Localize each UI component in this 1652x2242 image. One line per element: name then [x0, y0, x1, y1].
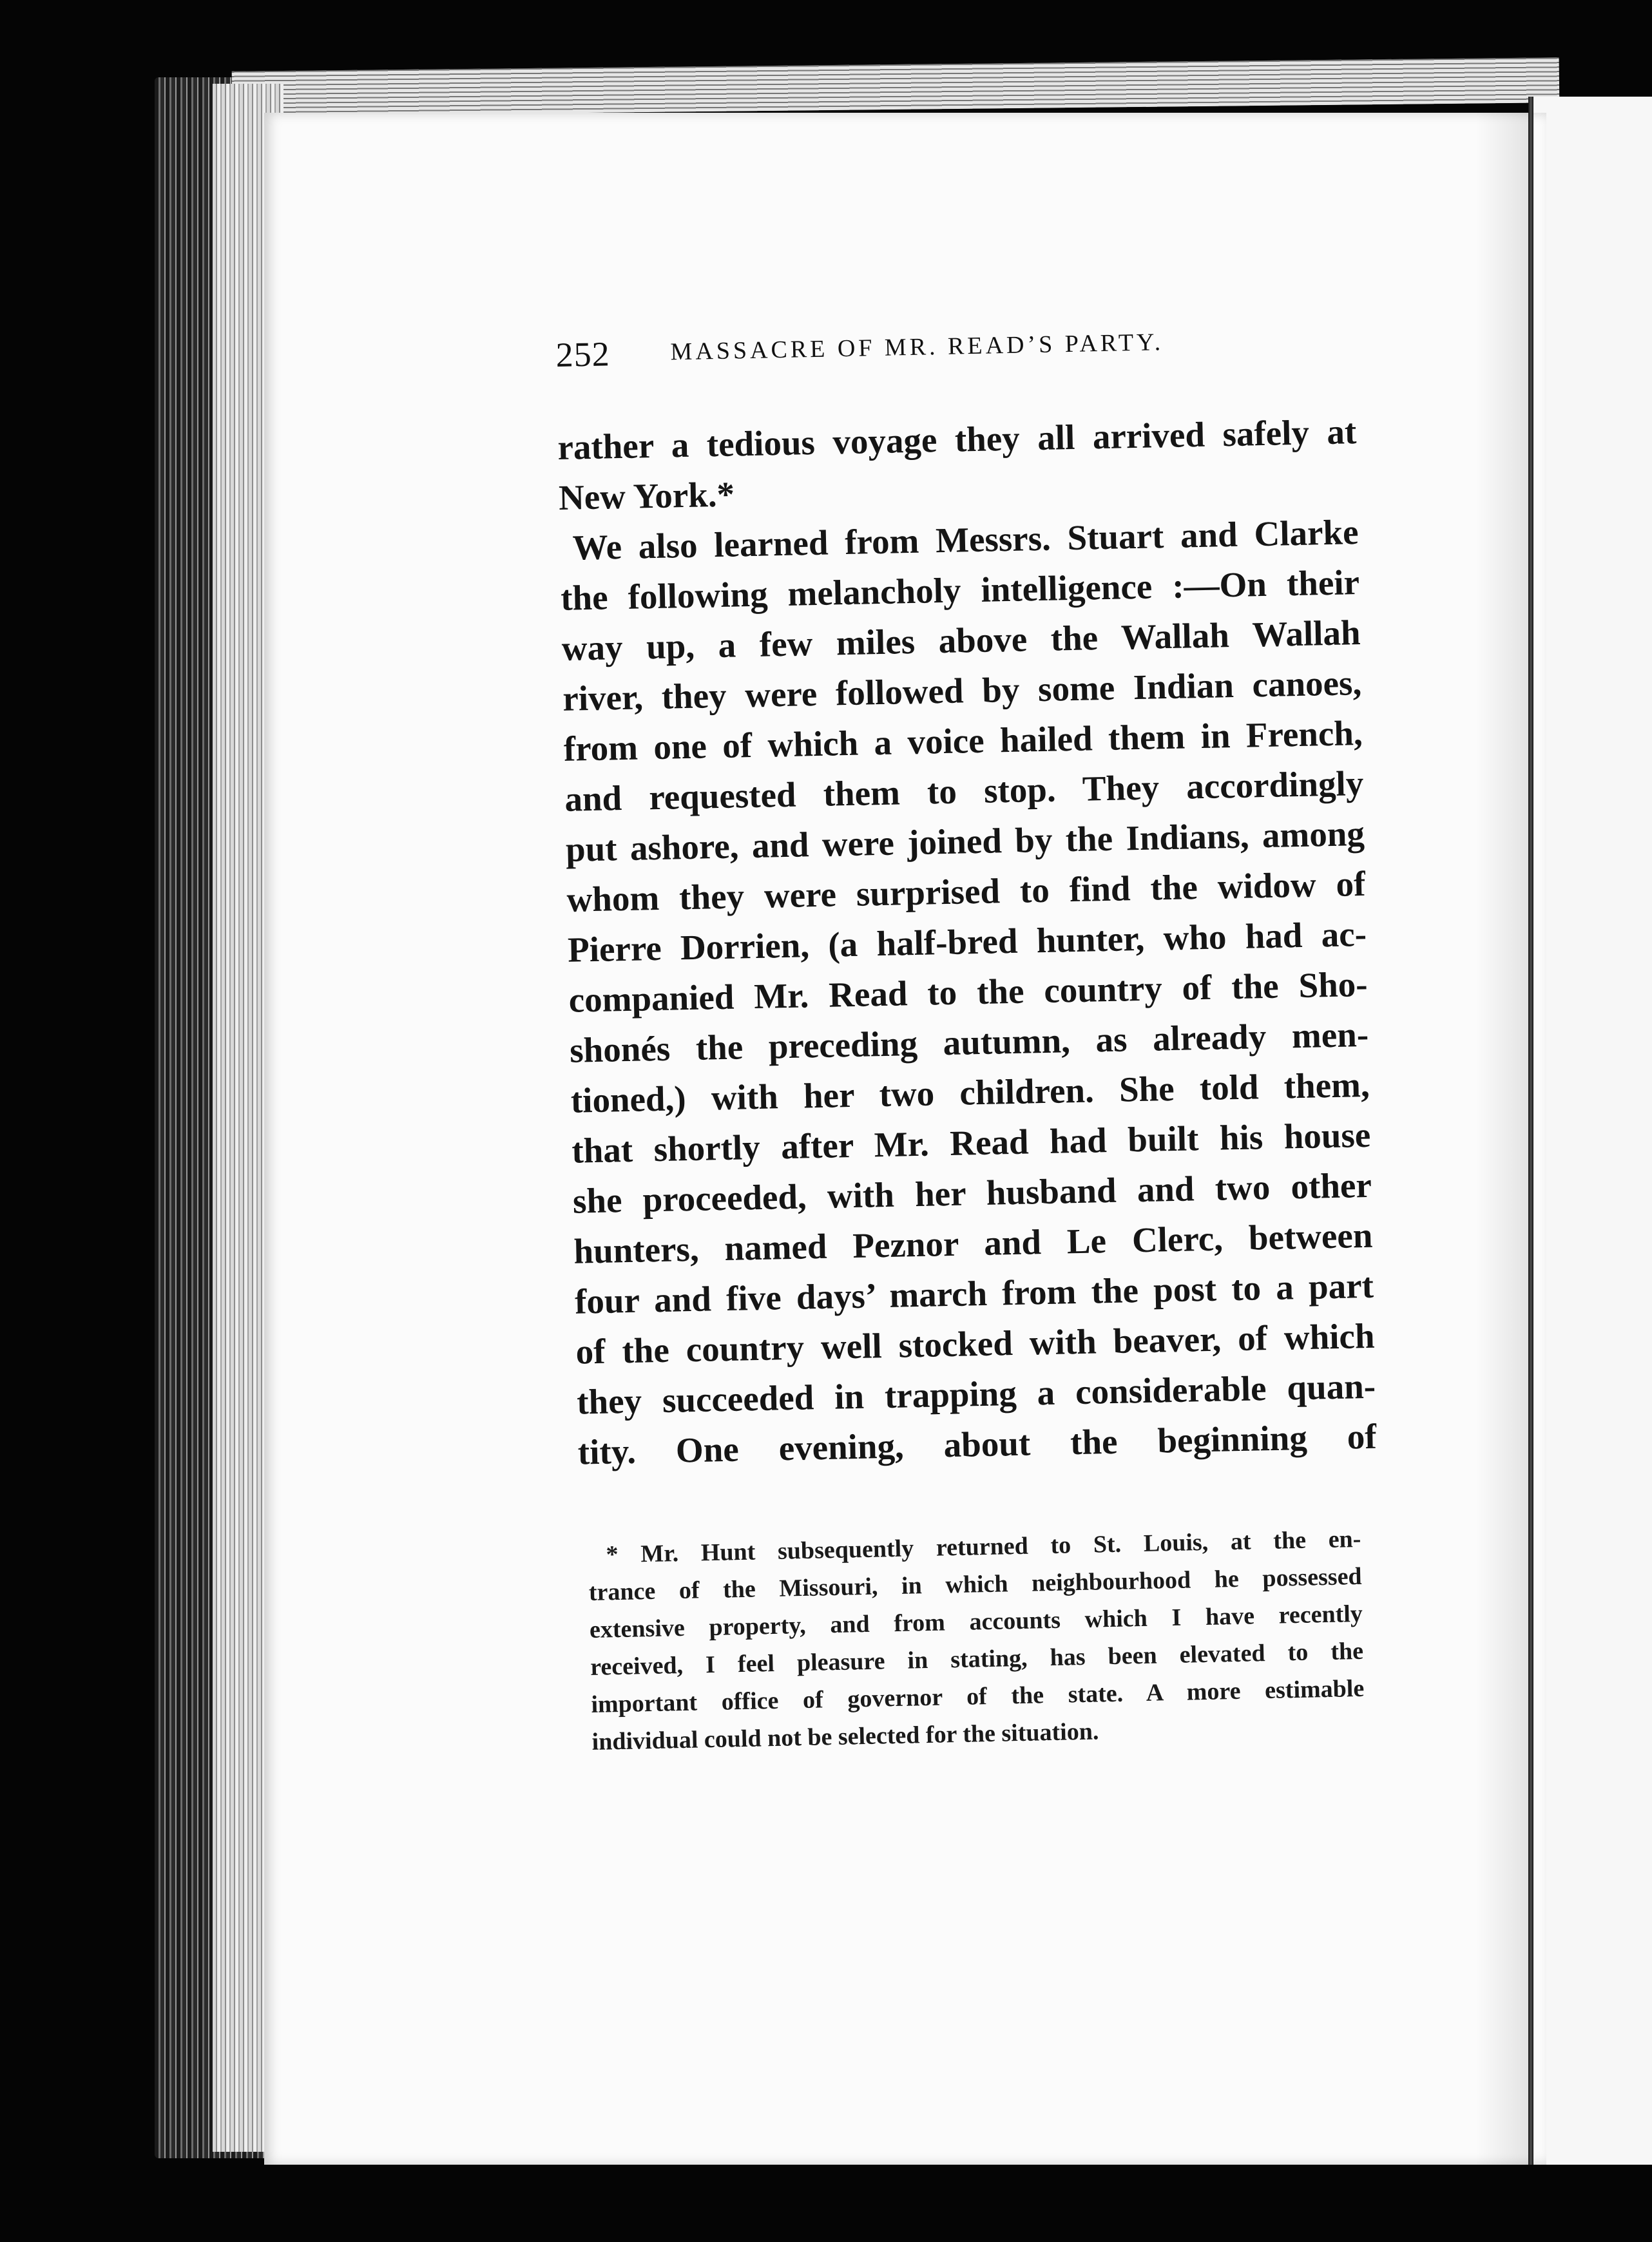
- body-line: put ashore, and were joined by the Indians, among: [565, 813, 1365, 869]
- body-line: hunters, named Peznor and Le Clerc, between: [573, 1215, 1373, 1271]
- gutter-shadow: [1475, 113, 1533, 2165]
- footnote: [588, 1520, 1365, 1761]
- running-head-title: MASSACRE OF MR. READ’S PARTY.: [670, 329, 1164, 366]
- body-line: rather a tedious voyage they all arrived safely at: [557, 412, 1357, 467]
- body-line: and requested them to stop. They accordingly: [564, 763, 1364, 819]
- page-number: 252: [555, 334, 611, 374]
- body-line: Pierre Dorrien, (a half-bred hunter, who had ac-: [567, 914, 1367, 970]
- body-line: shonés the preceding autumn, as already men-: [569, 1014, 1369, 1070]
- footnote-line: received, I feel pleasure in stating, has been elevated to the: [590, 1637, 1364, 1681]
- body-line: whom they were surprised to find the widow of: [566, 863, 1366, 919]
- footnote-line: individual could not be selected for the situation.: [591, 1718, 1099, 1756]
- body-line: they succeeded in trapping a considerable quan-: [576, 1366, 1376, 1422]
- footnote-line: * Mr. Hunt subsequently returned to St. Louis, at the en-: [606, 1525, 1361, 1569]
- body-line: that shortly after Mr. Read had built his house: [571, 1115, 1371, 1171]
- body-line: We also learned from Messrs. Stuart and Clarke: [572, 512, 1359, 568]
- footnote-line: important office of governor of the state. A more estimable: [591, 1674, 1365, 1718]
- footnote-line: trance of the Missouri, in which neighbourhood he possessed: [588, 1562, 1362, 1606]
- body-line: way up, a few miles above the Wallah Wallah: [561, 613, 1361, 668]
- facing-page-edge: [1530, 97, 1652, 2165]
- body-line: tity. One evening, about the beginning of: [577, 1416, 1378, 1472]
- body-line: four and five days’ march from the post to a part: [574, 1265, 1374, 1321]
- body-line: New York.*: [558, 474, 735, 517]
- body-line: river, they were followed by some Indian canoes,: [562, 663, 1362, 718]
- body-line: from one of which a voice hailed them in French,: [563, 713, 1363, 769]
- body-line: of the country well stocked with beaver, of which: [575, 1316, 1376, 1372]
- footnote-line: extensive property, and from accounts which I have recently: [589, 1600, 1363, 1643]
- page-text-block: [555, 319, 1377, 1478]
- body-line: she proceeded, with her husband and two other: [572, 1165, 1372, 1221]
- body-line: tioned,) with her two children. She told them,: [570, 1064, 1370, 1120]
- gutter-line: [1528, 97, 1533, 2165]
- body-line: the following melancholy intelligence :—On their: [560, 562, 1360, 618]
- body-line: companied Mr. Read to the country of the Sho-: [568, 964, 1369, 1020]
